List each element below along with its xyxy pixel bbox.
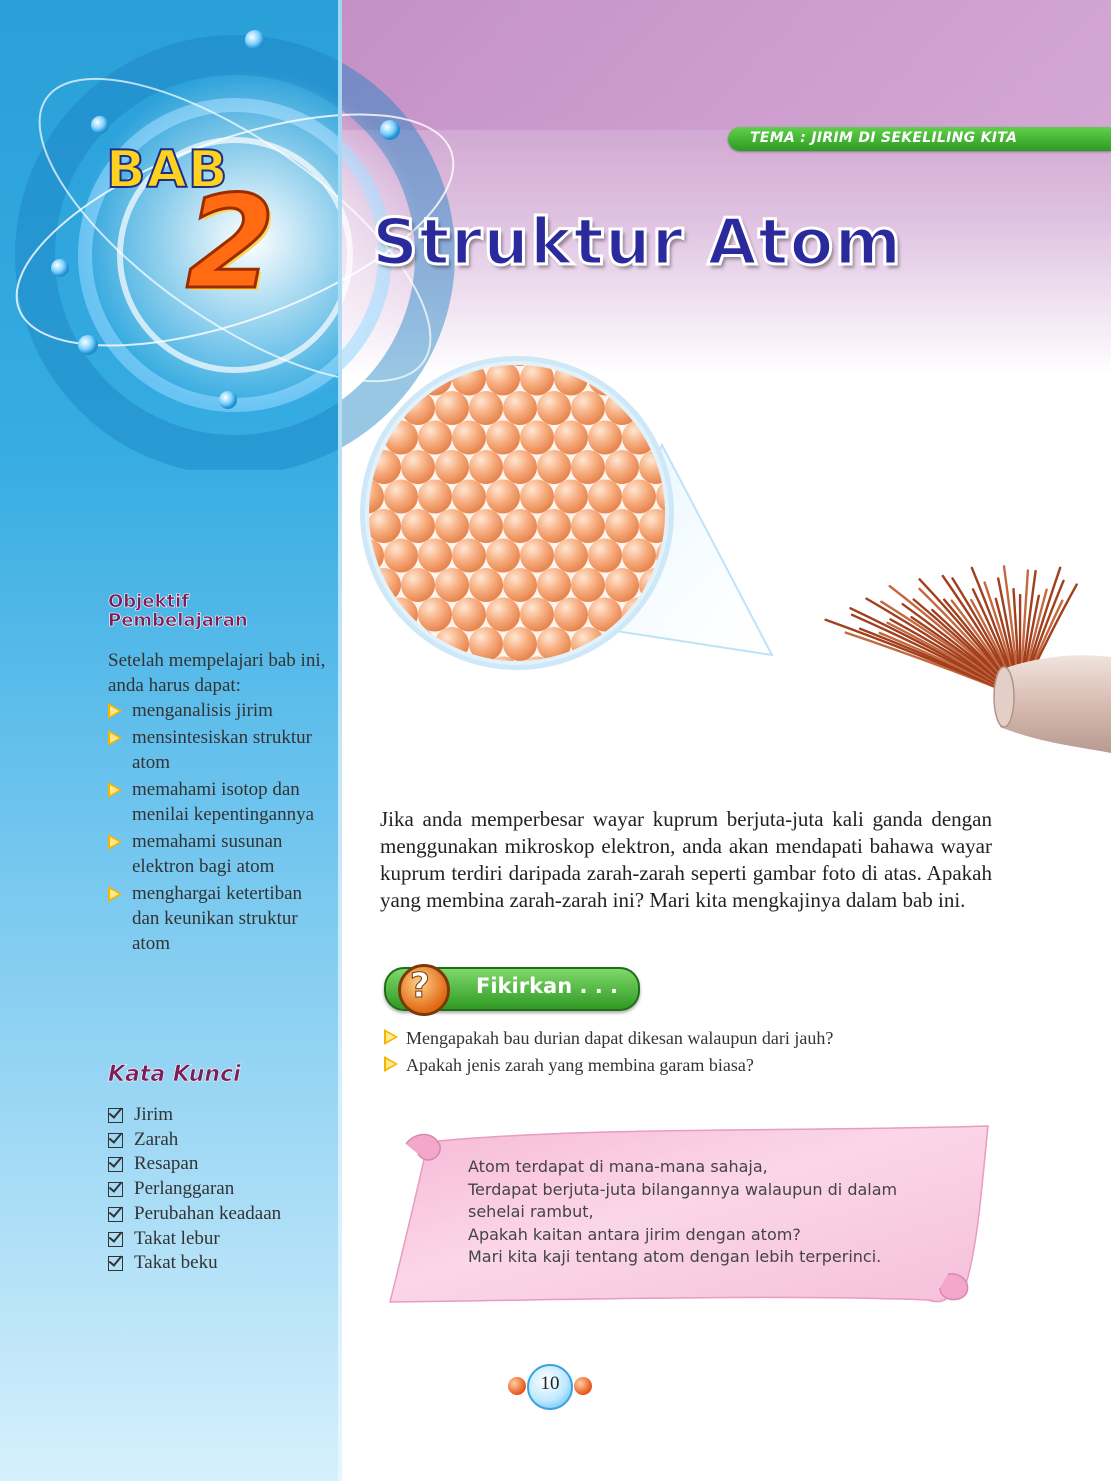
- atom-sphere: [537, 391, 571, 425]
- intro-paragraph: Jika anda memperbesar wayar kuprum berjuta-juta kali ganda dengan menggunakan mikroskop elektron, anda akan mendapati bahawa wayar kuprum terdiri daripada zarah-zarah seperti gambar foto di atas. Apakah yang membina zarah-zarah ini? Mari kita mengkajinya dalam bab ini.: [380, 807, 992, 912]
- atom-sphere: [588, 421, 622, 455]
- atom-sphere: [340, 335, 367, 366]
- atom-sphere: [384, 362, 418, 396]
- checkbox-icon: [108, 1157, 123, 1172]
- atom-sphere: [350, 598, 384, 632]
- atom-sphere: [435, 509, 469, 543]
- triangle-bullet-icon: [384, 1056, 398, 1072]
- decor-ball-right-icon: [574, 1377, 592, 1395]
- objective-text: menganalisis jirim: [132, 700, 273, 721]
- list-item: [104, 725, 334, 775]
- atom-sphere: [418, 421, 452, 455]
- atom-sphere: [367, 509, 401, 543]
- atom-sphere: [452, 539, 486, 573]
- atom-sphere: [571, 509, 605, 543]
- keywords-list: [106, 1103, 326, 1276]
- list-item: [104, 698, 334, 723]
- objectives-list: [104, 698, 334, 958]
- atom-sphere: [435, 450, 469, 484]
- atom-sphere: [340, 627, 367, 661]
- atom-sphere: [622, 539, 656, 573]
- atom-sphere: [452, 421, 486, 455]
- atom-sphere: [656, 362, 690, 396]
- triangle-bullet-icon: [108, 834, 122, 850]
- checkbox-icon: [108, 1232, 123, 1247]
- atom-sphere: [520, 421, 554, 455]
- atom-sphere: [554, 421, 588, 455]
- page-number: 10: [540, 1373, 560, 1394]
- checkbox-icon: [108, 1133, 123, 1148]
- atom-sphere: [622, 657, 656, 691]
- atom-sphere: [340, 568, 367, 602]
- atom-sphere: [520, 598, 554, 632]
- atom-sphere: [503, 509, 537, 543]
- list-item: [104, 777, 334, 827]
- atom-sphere: [639, 686, 673, 720]
- atom-sphere: [486, 539, 520, 573]
- objectives-heading-line1: Objektif: [108, 591, 190, 612]
- atom-sphere: [401, 568, 435, 602]
- keyword-text: Resapan: [134, 1153, 199, 1175]
- atom-sphere: [503, 391, 537, 425]
- atom-sphere: [571, 686, 605, 720]
- list-item: [104, 881, 334, 956]
- poem-line: Atom terdapat di mana-mana sahaja,: [468, 1157, 768, 1176]
- atom-sphere: [571, 568, 605, 602]
- atom-sphere: [401, 450, 435, 484]
- list-item: [106, 1103, 326, 1128]
- atom-sphere: [367, 686, 401, 720]
- checkbox-icon: [108, 1207, 123, 1222]
- atom-sphere: [537, 686, 571, 720]
- atom-sphere: [340, 686, 367, 720]
- atom-sphere: [418, 480, 452, 514]
- atom-sphere: [384, 480, 418, 514]
- atom-sphere: [520, 480, 554, 514]
- triangle-bullet-icon: [108, 782, 122, 798]
- atom-sphere: [639, 391, 673, 425]
- atom-sphere: [469, 568, 503, 602]
- keyword-text: Jirim: [134, 1104, 174, 1125]
- triangle-bullet-icon: [108, 730, 122, 746]
- atom-sphere: [503, 450, 537, 484]
- atom-sphere: [690, 657, 724, 691]
- atom-sphere: [469, 391, 503, 425]
- list-item: [106, 1152, 326, 1177]
- atom-sphere: [401, 686, 435, 720]
- atom-sphere: [520, 539, 554, 573]
- keywords-heading: Kata Kunci: [108, 1062, 241, 1087]
- atom-sphere: [435, 686, 469, 720]
- atom-sphere: [639, 335, 673, 366]
- chapter-number: 2: [186, 169, 276, 318]
- poem-line: Apakah kaitan antara jirim dengan atom?: [468, 1224, 801, 1244]
- chapter-bab-label: BAB: [106, 140, 229, 200]
- decor-ball-left-icon: [508, 1377, 526, 1395]
- keyword-text: Takat lebur: [134, 1227, 220, 1249]
- chapter-title: Struktur Atom: [372, 206, 903, 280]
- atom-sphere: [605, 568, 639, 602]
- poem-line: sehelai rambut,: [468, 1202, 594, 1221]
- atom-sphere: [469, 509, 503, 543]
- question-text: Apakah jenis zarah yang membina garam biasa?: [406, 1055, 754, 1075]
- atom-sphere: [571, 391, 605, 425]
- atom-sphere: [503, 568, 537, 602]
- fikirkan-label: Fikirkan . . .: [476, 974, 619, 998]
- atom-sphere: [367, 627, 401, 661]
- atom-sphere: [452, 598, 486, 632]
- atom-sphere: [384, 657, 418, 691]
- atom-sphere: [486, 421, 520, 455]
- question-mark-glyph: ?: [410, 966, 430, 1006]
- atom-sphere: [350, 657, 384, 691]
- keyword-text: Perubahan keadaan: [134, 1202, 282, 1224]
- objective-text: menghargai ketertiban dan keunikan struktur atom: [132, 883, 303, 954]
- atom-sphere: [469, 450, 503, 484]
- atom-sphere: [588, 480, 622, 514]
- triangle-bullet-icon: [108, 886, 122, 902]
- checkbox-icon: [108, 1256, 123, 1271]
- checkbox-icon: [108, 1108, 123, 1123]
- poem-text: [468, 1156, 938, 1269]
- keyword-text: Takat beku: [134, 1252, 218, 1274]
- atom-sphere: [367, 335, 401, 366]
- atom-sphere: [605, 450, 639, 484]
- atom-sphere: [486, 598, 520, 632]
- atom-sphere: [554, 539, 588, 573]
- atom-sphere: [418, 598, 452, 632]
- atom-sphere: [673, 391, 707, 425]
- atom-sphere: [340, 450, 367, 484]
- list-item: [106, 1202, 326, 1227]
- atom-sphere: [537, 568, 571, 602]
- atom-sphere: [537, 450, 571, 484]
- atom-sphere: [435, 391, 469, 425]
- atom-sphere: [571, 335, 605, 366]
- atom-sphere: [690, 362, 724, 396]
- atom-sphere: [554, 598, 588, 632]
- atom-sphere: [537, 509, 571, 543]
- objective-text: memahami isotop dan menilai kepentingannya: [132, 779, 315, 825]
- list-item: [380, 1025, 1000, 1052]
- atom-sphere: [605, 686, 639, 720]
- objective-text: memahami susunan elektron bagi atom: [132, 831, 283, 877]
- atom-sphere: [673, 335, 707, 366]
- atom-sphere: [486, 480, 520, 514]
- atom-sphere: [571, 450, 605, 484]
- atom-sphere: [605, 335, 639, 366]
- objectives-heading: [108, 592, 308, 630]
- copper-wire-illustration: [340, 335, 1111, 755]
- atom-sphere: [605, 509, 639, 543]
- keyword-text: Perlanggaran: [134, 1178, 235, 1200]
- atom-sphere: [469, 686, 503, 720]
- poem-line: Mari kita kaji tentang atom dengan lebih terperinci.: [468, 1247, 882, 1266]
- atom-sphere: [418, 539, 452, 573]
- atom-sphere: [418, 657, 452, 691]
- atom-sphere: [690, 421, 724, 455]
- atom-sphere: [384, 539, 418, 573]
- atom-sphere: [503, 686, 537, 720]
- atom-sphere: [401, 509, 435, 543]
- atom-sphere: [401, 335, 435, 366]
- atom-sphere: [588, 657, 622, 691]
- list-item: [106, 1251, 326, 1276]
- atom-sphere: [340, 391, 367, 425]
- list-item: [106, 1128, 326, 1153]
- poem-line: Terdapat berjuta-juta bilangannya walaupun di dalam: [468, 1179, 898, 1199]
- objective-text: mensintesiskan struktur atom: [132, 727, 312, 773]
- atom-sphere: [452, 480, 486, 514]
- theme-label: TEMA : JIRIM DI SEKELILING KITA: [750, 130, 1018, 146]
- atom-sphere: [503, 627, 537, 661]
- triangle-bullet-icon: [108, 703, 122, 719]
- checkbox-icon: [108, 1182, 123, 1197]
- keyword-text: Zarah: [134, 1128, 179, 1150]
- atom-sphere: [435, 568, 469, 602]
- atom-sphere: [588, 539, 622, 573]
- atom-sphere: [554, 480, 588, 514]
- list-item: [380, 1052, 1000, 1079]
- triangle-bullet-icon: [384, 1029, 398, 1045]
- atom-sphere: [673, 686, 707, 720]
- atom-sphere: [622, 362, 656, 396]
- list-item: [104, 829, 334, 879]
- objectives-intro: Setelah mempelajari bab ini, anda harus dapat:: [108, 650, 326, 696]
- list-item: [106, 1227, 326, 1252]
- atom-sphere: [435, 335, 469, 366]
- objectives-heading-line2: Pembelajaran: [108, 610, 248, 631]
- question-list: [380, 1025, 1000, 1079]
- question-text: Mengapakah bau durian dapat dikesan walaupun dari jauh?: [406, 1028, 834, 1048]
- atom-sphere: [350, 362, 384, 396]
- atom-sphere: [622, 480, 656, 514]
- atom-sphere: [656, 657, 690, 691]
- list-item: [106, 1177, 326, 1202]
- theme-badge: [728, 127, 1111, 151]
